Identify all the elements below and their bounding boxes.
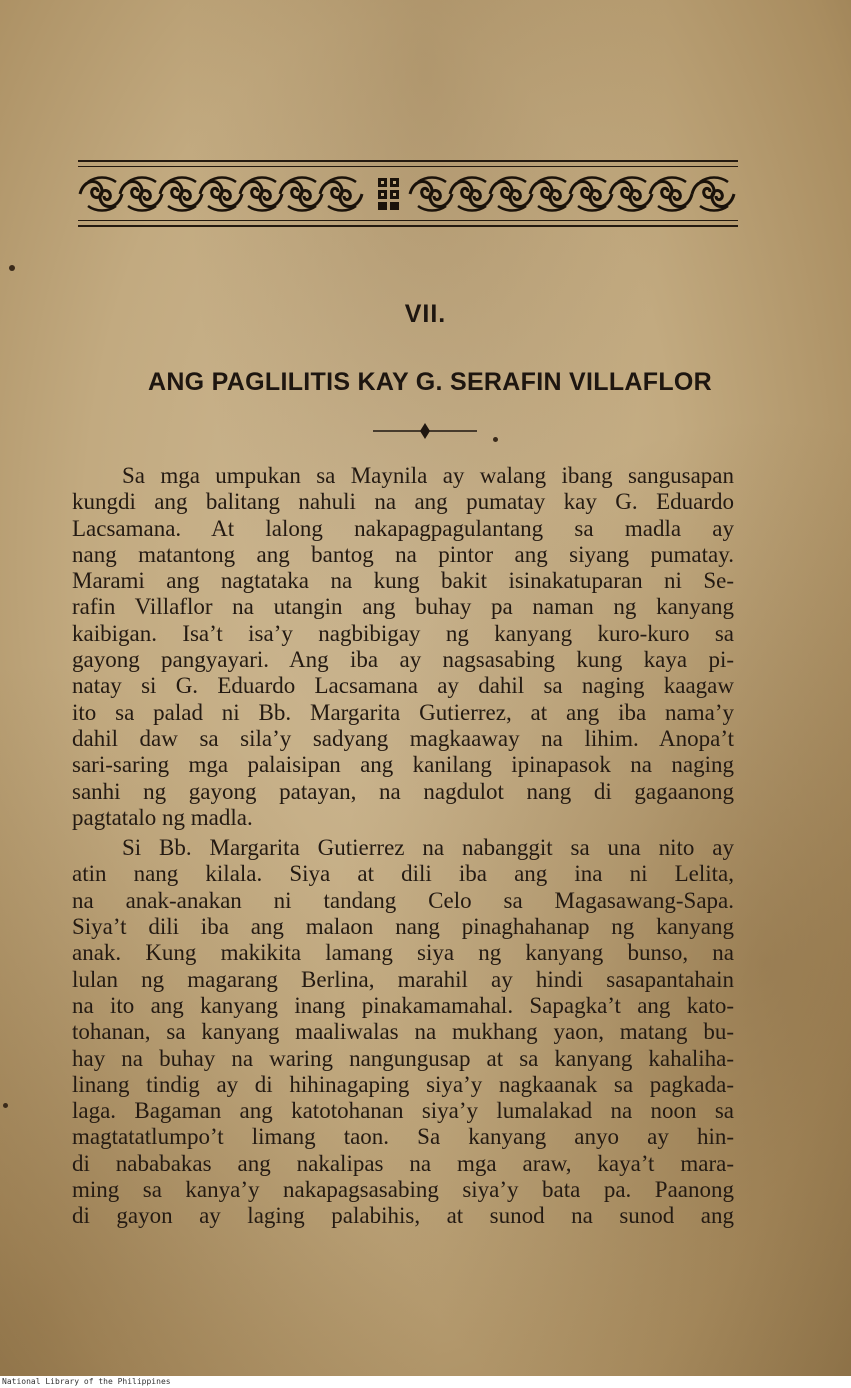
text-line: gayong pangyayari. Ang iba ay nagsasabing kung kaya pi-	[72, 647, 734, 673]
bottom-rule-2	[78, 225, 738, 227]
text-line: laga. Bagaman ang katotohanan siya’y lumalakad na noon sa	[72, 1098, 734, 1124]
text-line: na ito ang kanyang inang pinakamamahal. Sapagka’t ang kato-	[72, 992, 734, 1018]
text-line: Si Bb. Margarita Gutierrez na nabanggit sa una nito ay	[122, 835, 734, 861]
text-line: kaibigan. Isa’t isa’y nagbibigay ng kanyang kuro-kuro sa	[72, 620, 734, 646]
text-line: nang matantong ang bantog na pintor ang siyang pumatay.	[72, 541, 734, 567]
text-line: anak. Kung makikita lamang siya ng kanyang bunso, na	[72, 940, 734, 966]
text-line: ming sa kanya’y nakapagsasabing siya’y bata pa. Paanong	[72, 1177, 734, 1203]
text-line: lulan ng magarang Berlina, marahil ay hindi sasapantahain	[72, 966, 734, 992]
text-line: atin nang kilala. Siya at dili iba ang ina ni Lelita,	[72, 861, 734, 887]
top-rule-1	[78, 160, 738, 162]
text-line: magtatatlumpo’t limang taon. Sa kanyang anyo ay hin-	[72, 1124, 734, 1150]
chapter-body	[72, 463, 734, 1230]
text-line: linang tindig ay di hihinagaping siya’y nagkaanak sa pagkada-	[72, 1071, 734, 1097]
text-line: rafin Villaflor na utangin ang buhay pa naman ng kanyang	[72, 594, 734, 620]
text-line: natay si G. Eduardo Lacsamana ay dahil sa naging kaagaw	[72, 673, 734, 699]
diamond-divider-icon	[373, 422, 477, 440]
text-line: dahil daw sa sila’y sadyang magkaaway na lihim. Anopa’t	[72, 725, 734, 751]
text-line: di gayon ay laging palabihis, at sunod na sunod ang	[72, 1203, 734, 1229]
text-line: ito sa palad ni Bb. Margarita Gutierrez, at ang iba nama’y	[72, 699, 734, 725]
ornamental-band	[78, 172, 738, 216]
footer-credit: National Library of the Philippines	[2, 1377, 171, 1386]
text-line: Siya’t dili iba ang malaon nang pinaghahanap ng kanyang	[72, 914, 734, 940]
text-line: Sa mga umpukan sa Maynila ay walang ibang sangusapan	[122, 463, 734, 488]
chapter-title: ANG PAGLILITIS KAY G. SERAFIN VILLAFLOR	[147, 368, 713, 396]
text-line: di nababakas ang nakalipas na mga araw, kaya’t mara-	[72, 1150, 734, 1176]
text-line: sanhi ng gayong patayan, na nagdulot nang di gagaanong	[72, 778, 734, 804]
text-line: kungdi ang balitang nahuli na ang pumatay kay G. Eduardo	[72, 489, 734, 515]
bottom-rule-1	[78, 220, 738, 221]
chapter-number: VII.	[404, 300, 447, 328]
text-line: Marami ang nagtataka na kung bakit isinakatuparan ni Se-	[72, 568, 734, 594]
paragraph-1	[72, 463, 734, 831]
text-line: sari-saring mga palaisipan ang kanilang ipinapasok na naging	[72, 752, 734, 778]
footer-bar	[0, 1376, 851, 1388]
ink-speck	[9, 265, 15, 271]
text-line: tohanan, sa kanyang maaliwalas na mukhang yaon, matang bu-	[72, 1019, 734, 1045]
ink-speck	[3, 1103, 8, 1108]
text-line: na anak-anakan ni tandang Celo sa Magasawang-Sapa.	[72, 887, 734, 913]
text-line: pagtatalo ng madla.	[72, 804, 253, 830]
text-line: Lacsamana. At lalong nakapagpagulantang sa madla ay	[72, 515, 734, 541]
text-line: hay na buhay na waring nangungusap at sa kanyang kahaliha-	[72, 1045, 734, 1071]
paragraph-2	[72, 835, 734, 1229]
top-rule-2	[78, 166, 738, 167]
ink-speck	[493, 437, 498, 442]
